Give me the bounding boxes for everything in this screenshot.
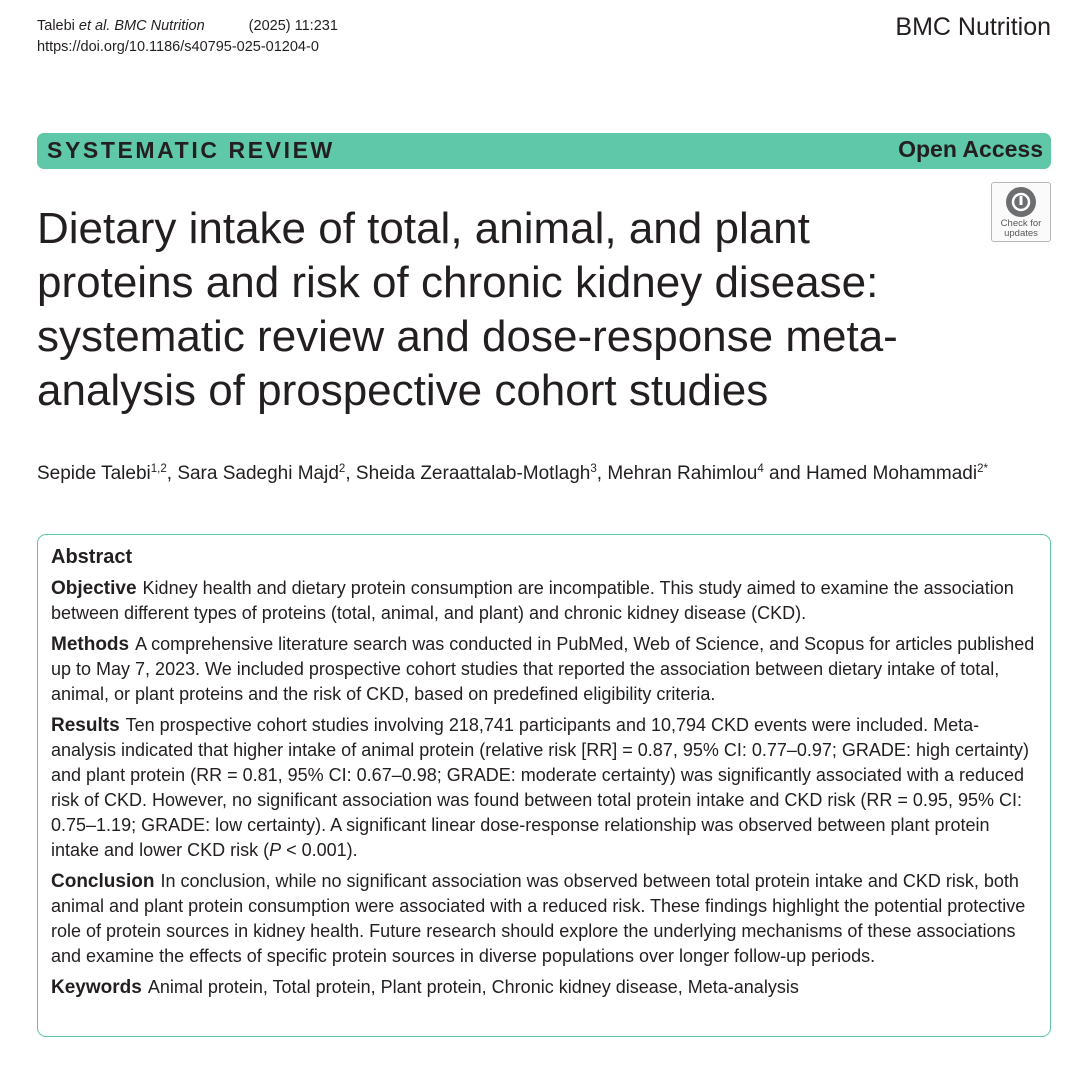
- article-type-bar: [37, 133, 1051, 169]
- citation-authors: Talebi: [37, 18, 75, 34]
- keywords-text: Animal protein, Total protein, Plant protein, Chronic kidney disease, Meta-analysis: [147, 977, 799, 997]
- abstract-objective: [51, 576, 1037, 626]
- section-text: Ten prospective cohort studies involving 218,741 participants and 10,794 CKD events were included. Meta-analysis indicated that higher intake of animal protein (relative risk [RR] = 0.87, 95% CI: 0.77–0.97; GRADE: high certainty) and plant protein (RR = 0.81, 95% CI: 0.67–0.98; GRADE: moderate certainty) was significantly associated with a reduced risk of CKD. However, no significant association was found between total protein intake and CKD risk (RR = 0.95, 95% CI: 0.75–1.19; GRADE: low certainty). A significant linear dose-response relationship was observed between plant protein intake and lower CKD risk (: [51, 715, 1029, 860]
- abstract-results: [51, 713, 1037, 863]
- badge-line-1: Check for: [1000, 218, 1042, 229]
- badge-label: [1001, 219, 1042, 239]
- author-list: Sepide Talebi$^{1,2}$, Sara Sadeghi Majd$^2$, Sheida Zeraattalab-Motlagh$^3$, Mehran Rahimlou$^4$ and Hamed Mohammadi$^{2*}$: [37, 463, 988, 484]
- section-label: Conclusion: [51, 871, 155, 892]
- check-for-updates-icon: [1006, 187, 1036, 217]
- p-symbol: P: [269, 840, 282, 860]
- author-affiliation: 4: [757, 463, 764, 475]
- author-affiliation: 3: [590, 463, 597, 475]
- section-text: A comprehensive literature search was conducted in PubMed, Web of Science, and Scopus for articles published up to May 7, 2023. We included prospective cohort studies that reported the association between dietary intake of total, animal, or plant proteins and the risk of CKD, based on predefined eligibility criteria.: [51, 634, 1035, 704]
- section-text: Kidney health and dietary protein consumption are incompatible. This study aimed to examine the association between different types of proteins (total, animal, and plant) and chronic kidney disease (CKD).: [51, 578, 1014, 623]
- abstract-methods: [51, 632, 1037, 707]
- abstract-keywords: [51, 975, 1037, 1000]
- citation-line: [37, 16, 338, 37]
- journal-brand: BMC Nutrition: [895, 13, 1051, 41]
- section-text-end: < 0.001).: [281, 840, 358, 860]
- article-title: Dietary intake of total, animal, and plant proteins and risk of chronic kidney disease: systematic review and dose-response meta-analysis of prospective cohort studies: [37, 204, 898, 415]
- section-label: Methods: [51, 634, 130, 655]
- citation-year: (2025) 11:231: [248, 18, 338, 34]
- article-type: SYSTEMATIC REVIEW: [47, 137, 335, 163]
- doi-link[interactable]: https://doi.org/10.1186/s40795-025-01204-0: [37, 39, 319, 55]
- section-label: Objective: [51, 578, 137, 599]
- citation-etal: et al.: [78, 18, 111, 34]
- check-for-updates-badge[interactable]: [991, 182, 1051, 242]
- abstract-heading: Abstract: [51, 546, 133, 568]
- author-name[interactable]: Hamed Mohammadi: [805, 463, 978, 484]
- section-text: In conclusion, while no significant association was observed between total protein intake and CKD risk, both animal and plant protein consumption were associated with a reduced risk. These findings highlight the potential protective role of protein sources in kidney health. Future research should explore the underlying mechanisms of these associations and examine the effects of specific protein sources in diverse populations over longer follow-up periods.: [51, 871, 1026, 966]
- author-name[interactable]: Mehran Rahimlou: [607, 463, 758, 484]
- author-affiliation: 1,2: [150, 463, 167, 475]
- abstract-box: [37, 534, 1051, 1037]
- section-label: Keywords: [51, 977, 142, 998]
- author-affiliation: 2: [338, 463, 346, 475]
- author-name[interactable]: Sara Sadeghi Majd: [177, 463, 339, 484]
- author-name[interactable]: Sheida Zeraattalab-Motlagh: [355, 463, 591, 484]
- citation-journal: BMC Nutrition: [114, 18, 205, 34]
- abstract-conclusion: [51, 869, 1037, 969]
- citation-header: [37, 16, 338, 58]
- badge-line-2: updates: [1004, 228, 1038, 239]
- section-label: Results: [51, 715, 120, 736]
- open-access-label: Open Access: [898, 136, 1043, 162]
- author-name[interactable]: Sepide Talebi: [37, 463, 151, 484]
- author-affiliation: 2*: [977, 463, 988, 475]
